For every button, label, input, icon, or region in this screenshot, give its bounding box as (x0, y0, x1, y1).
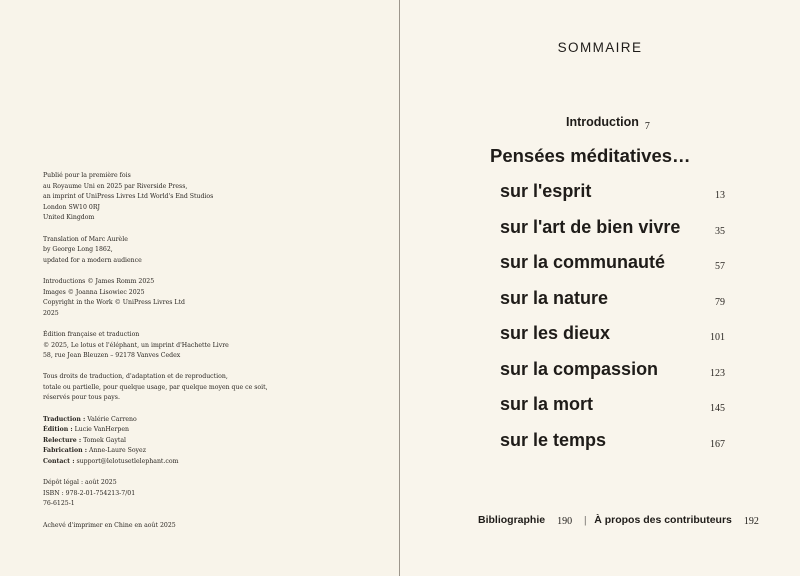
colophon-line: Dépôt légal : août 2025 (43, 479, 117, 487)
toc-entry-label: sur la mort (500, 394, 594, 414)
colophon-line: Tous droits de traduction, d'adaptation et de reproduction, (43, 373, 228, 381)
credit-line (43, 415, 343, 426)
toc-entry (500, 323, 725, 347)
contributors-label: À propos des contributeurs (594, 514, 732, 526)
toc-entry (500, 288, 725, 312)
colophon-line: updated for a modern audience (43, 256, 142, 264)
footer-separator: | (584, 515, 587, 526)
toc-entry-label: sur la communauté (500, 252, 666, 272)
printed-block (43, 521, 343, 532)
toc-footer (478, 514, 759, 526)
credit-name: Tomek Gaytal (81, 436, 127, 444)
translation-block (43, 235, 343, 267)
colophon-line: totale ou partielle, pour quelque usage, par quelque moyen que ce soit, (43, 383, 268, 391)
toc-entry (500, 359, 725, 383)
toc-entry-page: 101 (710, 332, 725, 343)
toc-title: SOMMAIRE (557, 40, 643, 55)
toc-entry-label: sur la nature (500, 287, 609, 308)
colophon-line: Publié pour la première fois (43, 172, 131, 179)
credit-line (43, 446, 343, 457)
contributors-page: 192 (743, 516, 759, 527)
toc-entry (500, 181, 725, 205)
french-edition-block (43, 330, 343, 362)
rights-block (43, 372, 343, 404)
printed-line: Achevé d'imprimer en Chine en août 2025 (43, 521, 176, 529)
colophon-line: 76-6125-1 (43, 500, 75, 508)
toc-intro-page: 7 (644, 121, 650, 132)
toc-entry (500, 394, 725, 418)
toc-entry-page: 57 (715, 261, 725, 272)
colophon-line: 58, rue Jean Bleuzen – 92178 Vanves Cedex (43, 352, 181, 360)
credit-role: Contact : (43, 458, 75, 466)
bibliography-label: Bibliographie (478, 514, 546, 526)
colophon-line: an imprint of UniPress Livres Ltd World's End Studios (43, 193, 214, 201)
colophon-line: Édition française et traduction (43, 330, 140, 338)
toc-entry-page: 145 (710, 403, 725, 414)
toc-entry-label: sur l'esprit (500, 181, 592, 201)
credit-name: Anne-Laure Soyez (87, 447, 146, 455)
credit-role: Relecture : (43, 436, 82, 444)
colophon-line: ISBN : 978-2-01-754213-7/01 (43, 489, 136, 497)
colophon-line: by George Long 1862, (43, 246, 113, 254)
toc-entry (500, 430, 725, 454)
colophon-line: Introductions © James Romm 2025 (43, 277, 155, 285)
bibliography-page: 190 (557, 516, 573, 527)
credit-line (43, 457, 343, 468)
credit-name: Lucie VanHerpen (72, 426, 130, 434)
toc-entry (500, 252, 725, 276)
credit-name: Valérie Carreno (85, 415, 137, 423)
toc-entry-label: sur les dieux (500, 323, 611, 343)
copyright-block (43, 277, 343, 319)
credit-name: support@lelotusetlelephant.com (74, 458, 179, 466)
toc-section-heading: Pensées méditatives… (490, 145, 691, 166)
toc-entry-label: sur le temps (500, 429, 607, 450)
colophon (43, 171, 343, 542)
toc-entry-page: 123 (710, 367, 725, 379)
colophon-line: Translation of Marc Aurèle (43, 235, 128, 243)
colophon-line: United Kingdom (43, 214, 95, 222)
credit-line (43, 425, 343, 436)
toc-entry-label: sur l'art de bien vivre (500, 216, 681, 237)
colophon-line: au Royaume Uni en 2025 par Riverside Press, (43, 182, 188, 190)
credit-role: Fabrication : (43, 447, 88, 455)
legal-block (43, 478, 343, 510)
credit-line (43, 436, 343, 447)
publisher-block (43, 171, 343, 224)
colophon-line: réservés pour tous pays. (43, 394, 120, 402)
toc-intro-entry (566, 115, 650, 132)
right-page-contents (400, 0, 800, 576)
toc-intro-label: Introduction (566, 115, 639, 129)
toc-entry-label: sur la compassion (500, 358, 659, 379)
credit-role: Édition : (43, 426, 73, 434)
colophon-line: Copyright in the Work © UniPress Livres Ltd (43, 299, 185, 307)
toc-entry-page: 79 (715, 296, 725, 308)
toc-entry-page: 13 (715, 190, 725, 201)
colophon-line: London SW10 0RJ (43, 203, 100, 211)
toc-entry (500, 217, 725, 241)
left-page-colophon (0, 0, 399, 576)
credits-block (43, 415, 343, 468)
credit-role: Traduction : (43, 415, 86, 423)
toc-entry-page: 35 (715, 225, 725, 237)
colophon-line: Images © Joanna Lisowiec 2025 (43, 288, 145, 296)
colophon-line: 2025 (43, 309, 59, 317)
toc-entry-page: 167 (710, 438, 725, 450)
colophon-line: © 2025, Le lotus et l'éléphant, un imprint d'Hachette Livre (43, 341, 229, 349)
